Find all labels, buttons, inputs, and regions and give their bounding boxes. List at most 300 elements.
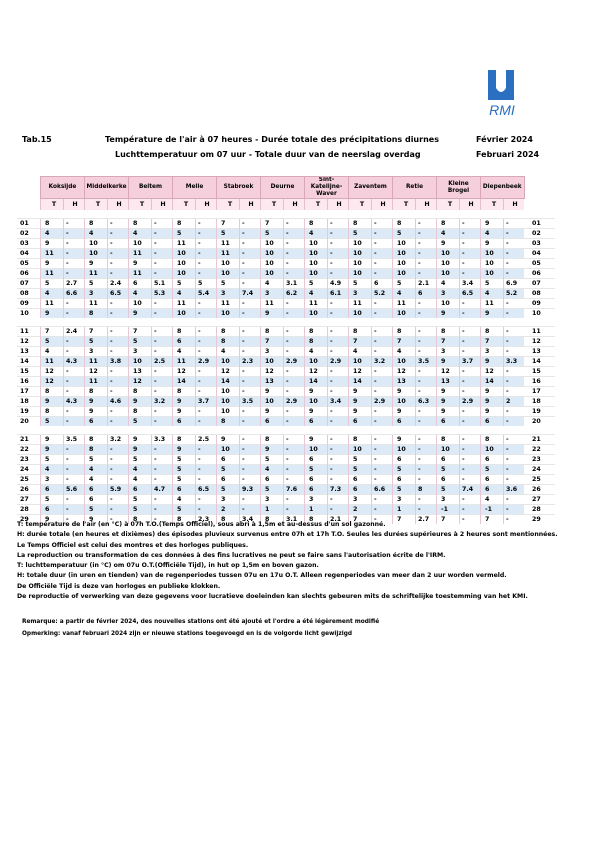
temperature-value: 11 xyxy=(481,299,504,309)
rain-duration-value: - xyxy=(328,367,349,377)
rain-duration-value: - xyxy=(504,435,525,445)
temperature-value: 14 xyxy=(217,377,240,387)
temperature-value: 5 xyxy=(129,455,152,465)
rain-duration-value: - xyxy=(284,387,305,397)
rain-duration-value: - xyxy=(416,249,437,259)
temperature-value: 10 xyxy=(217,407,240,417)
spacer-cell xyxy=(17,210,555,219)
table-row xyxy=(17,239,555,249)
day-number-right: 04 xyxy=(524,249,555,259)
rain-duration-value: - xyxy=(64,347,85,357)
temperature-value: 4 xyxy=(41,229,64,239)
temperature-value: 4 xyxy=(261,465,284,475)
temperature-value: 3 xyxy=(437,347,460,357)
rain-duration-value: - xyxy=(460,249,481,259)
rain-duration-value: 6.2 xyxy=(284,289,305,299)
temperature-value: 4 xyxy=(41,347,64,357)
rain-duration-value: - xyxy=(240,445,261,455)
rain-duration-value: - xyxy=(504,259,525,269)
rain-duration-value: - xyxy=(196,417,217,427)
rain-duration-value: - xyxy=(328,505,349,515)
day-number-left: 26 xyxy=(17,485,41,495)
temperature-value: 5 xyxy=(41,495,64,505)
rain-duration-value: - xyxy=(416,299,437,309)
rain-duration-value: - xyxy=(372,327,393,337)
corner-cell xyxy=(17,177,41,199)
rain-duration-value: 6.5 xyxy=(108,289,129,299)
day-number-left: 12 xyxy=(17,337,41,347)
temperature-value: 5 xyxy=(349,229,372,239)
rain-duration-value: - xyxy=(460,367,481,377)
rain-duration-value: - xyxy=(196,407,217,417)
table-row xyxy=(17,269,555,279)
temperature-value: 4 xyxy=(437,229,460,239)
rain-duration-value: 2.4 xyxy=(108,279,129,289)
day-number-left: 05 xyxy=(17,259,41,269)
station-header-row xyxy=(17,177,555,199)
rain-duration-value: - xyxy=(196,309,217,319)
data-table xyxy=(17,176,555,524)
t-column-label: T xyxy=(261,199,284,211)
rain-duration-value: 6.3 xyxy=(416,397,437,407)
rain-duration-value: - xyxy=(108,219,129,229)
rain-duration-value: - xyxy=(240,309,261,319)
rain-duration-value: - xyxy=(372,337,393,347)
temperature-value: 11 xyxy=(85,357,108,367)
temperature-value: 9 xyxy=(41,445,64,455)
rain-duration-value: - xyxy=(152,407,173,417)
rain-duration-value: - xyxy=(108,229,129,239)
column-label-row xyxy=(17,199,555,211)
temperature-value: 5 xyxy=(173,465,196,475)
rain-duration-value: - xyxy=(108,337,129,347)
t-column-label: T xyxy=(217,199,240,211)
temperature-value: 10 xyxy=(481,269,504,279)
temperature-value: 11 xyxy=(305,299,328,309)
temperature-value: 3 xyxy=(217,495,240,505)
rain-duration-value: - xyxy=(328,377,349,387)
rain-duration-value: - xyxy=(460,259,481,269)
temperature-value: 1 xyxy=(305,505,328,515)
station-name: Koksijde xyxy=(41,177,85,199)
rain-duration-value: - xyxy=(64,229,85,239)
rain-duration-value: - xyxy=(460,465,481,475)
rain-duration-value: - xyxy=(240,455,261,465)
table-row xyxy=(17,435,555,445)
t-column-label: T xyxy=(173,199,196,211)
station-name: Diepenbeek xyxy=(481,177,525,199)
rain-duration-value: - xyxy=(108,505,129,515)
rain-duration-value: - xyxy=(64,455,85,465)
temperature-value: 6 xyxy=(305,417,328,427)
rain-duration-value: - xyxy=(416,229,437,239)
rain-duration-value: 4.3 xyxy=(64,357,85,367)
rain-duration-value: - xyxy=(372,465,393,475)
temperature-value: 12 xyxy=(481,367,504,377)
table-row xyxy=(17,229,555,239)
temperature-value: 10 xyxy=(217,357,240,367)
temperature-value: 5 xyxy=(85,455,108,465)
rain-duration-value: - xyxy=(504,465,525,475)
rain-duration-value: - xyxy=(64,239,85,249)
temperature-value: 8 xyxy=(41,407,64,417)
temperature-value: 3 xyxy=(85,289,108,299)
temperature-value: 8 xyxy=(217,417,240,427)
temperature-value: 4 xyxy=(129,465,152,475)
temperature-value: 11 xyxy=(217,299,240,309)
temperature-value: 5 xyxy=(261,485,284,495)
temperature-value: 8 xyxy=(305,337,328,347)
day-number-left: 29 xyxy=(17,515,41,525)
rain-duration-value: 2.7 xyxy=(64,279,85,289)
temperature-value: 5 xyxy=(129,337,152,347)
h-column-label: H xyxy=(64,199,85,211)
h-column-label: H xyxy=(196,199,217,211)
temperature-value: 8 xyxy=(85,445,108,455)
rain-duration-value: - xyxy=(108,259,129,269)
temperature-value: 13 xyxy=(393,377,416,387)
temperature-value: 7 xyxy=(437,515,460,525)
rain-duration-value: - xyxy=(284,465,305,475)
temperature-value: 10 xyxy=(349,269,372,279)
rain-duration-value: - xyxy=(416,309,437,319)
rain-duration-value: - xyxy=(372,435,393,445)
rain-duration-value: - xyxy=(240,435,261,445)
data-table-container xyxy=(17,176,555,524)
table-row xyxy=(17,309,555,319)
temperature-value: 12 xyxy=(261,367,284,377)
temperature-value: 6 xyxy=(173,417,196,427)
temperature-value: 9 xyxy=(41,435,64,445)
temperature-value: 6 xyxy=(129,279,152,289)
rain-duration-value: - xyxy=(328,455,349,465)
rain-duration-value: 6.5 xyxy=(460,289,481,299)
temperature-value: 8 xyxy=(129,407,152,417)
rain-duration-value: - xyxy=(416,465,437,475)
temperature-value: 9 xyxy=(129,259,152,269)
temperature-value: 8 xyxy=(349,219,372,229)
temperature-value: 4 xyxy=(481,495,504,505)
temperature-value: 3 xyxy=(437,495,460,505)
rain-duration-value: - xyxy=(416,455,437,465)
temperature-value: 7 xyxy=(393,515,416,525)
rain-duration-value: - xyxy=(284,377,305,387)
rain-duration-value: - xyxy=(416,219,437,229)
temperature-value: 1 xyxy=(393,505,416,515)
temperature-value: 9 xyxy=(437,239,460,249)
temperature-value: 4 xyxy=(173,289,196,299)
rain-duration-value: - xyxy=(240,407,261,417)
rain-duration-value: - xyxy=(196,347,217,357)
table-row xyxy=(17,219,555,229)
h-column-label: H xyxy=(504,199,525,211)
rain-duration-value: 5.3 xyxy=(152,289,173,299)
note-line: T: température de l'air (en °C) à 07h T.O.(Temps Officiel), sous abri à 1,5m et au-dessus d'un sol gazonné. xyxy=(17,521,386,528)
temperature-value: 3 xyxy=(85,347,108,357)
temperature-value: 5 xyxy=(437,485,460,495)
temperature-value: 5 xyxy=(217,465,240,475)
rain-duration-value: 3.2 xyxy=(372,357,393,367)
temperature-value: 10 xyxy=(349,309,372,319)
temperature-value: 6 xyxy=(305,485,328,495)
rain-duration-value: - xyxy=(372,407,393,417)
rain-duration-value: - xyxy=(372,249,393,259)
temperature-value: 9 xyxy=(305,435,328,445)
temperature-value: 8 xyxy=(349,435,372,445)
rain-duration-value: - xyxy=(196,337,217,347)
temperature-value: -1 xyxy=(481,505,504,515)
rain-duration-value: - xyxy=(372,309,393,319)
rain-duration-value: - xyxy=(504,475,525,485)
day-number-right: 12 xyxy=(524,337,555,347)
rain-duration-value: - xyxy=(416,505,437,515)
temperature-value: 10 xyxy=(217,309,240,319)
temperature-value: 5 xyxy=(305,465,328,475)
rain-duration-value: - xyxy=(416,445,437,455)
temperature-value: 3 xyxy=(217,289,240,299)
temperature-value: 10 xyxy=(261,249,284,259)
temperature-value: 12 xyxy=(217,367,240,377)
temperature-value: 9 xyxy=(393,387,416,397)
rain-duration-value: - xyxy=(152,475,173,485)
temperature-value: 7 xyxy=(437,337,460,347)
temperature-value: 7 xyxy=(349,337,372,347)
temperature-value: 5 xyxy=(217,279,240,289)
title-french: Température de l'air à 07 heures - Durée totale des précipitations diurnes xyxy=(105,135,439,144)
rain-duration-value: - xyxy=(64,377,85,387)
day-number-left: 28 xyxy=(17,505,41,515)
temperature-value: 3 xyxy=(481,347,504,357)
rain-duration-value: - xyxy=(416,347,437,357)
note-line: T: luchttemperatuur (in °C) om 07u O.T.(Officiële Tijd), in hut op 1,5m en boven gazon. xyxy=(17,562,319,570)
station-name: Zaventem xyxy=(349,177,393,199)
month-dutch: Februari 2024 xyxy=(476,150,540,159)
rain-duration-value: - xyxy=(284,309,305,319)
note-line: De reproductie of verwerking van deze gegevens voor lucratieve doeleinden kan slechts gebeuren mits de schriftelijke toestemming van het KMI. xyxy=(17,593,528,601)
temperature-value: 6 xyxy=(85,417,108,427)
rain-duration-value: - xyxy=(372,229,393,239)
temperature-value: 8 xyxy=(41,219,64,229)
rain-duration-value: 6 xyxy=(372,279,393,289)
note-line: La reproduction ou transformation de ces données à des fins lucratives ne peut se faire sans l'autorisation écrite de l'IRM. xyxy=(17,551,446,559)
temperature-value: 9 xyxy=(481,407,504,417)
rain-duration-value: - xyxy=(64,249,85,259)
remark-line: Remarque: a partir de février 2024, des nouvelles stations ont été ajouté et l'ordre a été légèrement modifié xyxy=(22,619,380,625)
temperature-value: 12 xyxy=(349,367,372,377)
day-number-left: 20 xyxy=(17,417,41,427)
rain-duration-value: 4.7 xyxy=(152,485,173,495)
rain-duration-value: - xyxy=(504,515,525,525)
temperature-value: 6 xyxy=(41,505,64,515)
rain-duration-value: - xyxy=(504,455,525,465)
temperature-value: 7 xyxy=(261,337,284,347)
rain-duration-value: 6.6 xyxy=(64,289,85,299)
temperature-value: 4 xyxy=(173,495,196,505)
rain-duration-value: - xyxy=(372,445,393,455)
temperature-value: 3 xyxy=(261,495,284,505)
table-row xyxy=(17,249,555,259)
temperature-value: 5 xyxy=(481,465,504,475)
day-number-left: 25 xyxy=(17,475,41,485)
temperature-value: 10 xyxy=(261,259,284,269)
rain-duration-value: - xyxy=(196,495,217,505)
rain-duration-value: - xyxy=(460,229,481,239)
rain-duration-value: - xyxy=(372,299,393,309)
temperature-value: 5 xyxy=(85,279,108,289)
table-row xyxy=(17,357,555,367)
rain-duration-value: - xyxy=(108,299,129,309)
temperature-value: 14 xyxy=(305,377,328,387)
temperature-value: 3 xyxy=(437,289,460,299)
logo-text: RMI xyxy=(489,102,515,118)
temperature-value: 10 xyxy=(217,259,240,269)
rain-duration-value: 4.6 xyxy=(108,397,129,407)
rain-duration-value: - xyxy=(152,347,173,357)
temperature-value: 3 xyxy=(261,347,284,357)
rain-duration-value: - xyxy=(240,505,261,515)
rain-duration-value: - xyxy=(504,219,525,229)
group-spacer xyxy=(17,318,555,327)
temperature-value: 4 xyxy=(85,475,108,485)
rain-duration-value: - xyxy=(460,387,481,397)
temperature-value: 3 xyxy=(305,495,328,505)
temperature-value: 5 xyxy=(217,229,240,239)
rain-duration-value: - xyxy=(460,455,481,465)
temperature-value: 8 xyxy=(129,219,152,229)
table-number: Tab.15 xyxy=(22,135,52,144)
temperature-value: 10 xyxy=(393,259,416,269)
rain-duration-value: 3.4 xyxy=(328,397,349,407)
rain-duration-value: - xyxy=(196,465,217,475)
temperature-value: 10 xyxy=(305,445,328,455)
rain-duration-value: - xyxy=(108,495,129,505)
temperature-value: 9 xyxy=(41,515,64,525)
temperature-value: 10 xyxy=(261,239,284,249)
group-spacer xyxy=(17,210,555,219)
temperature-value: 9 xyxy=(261,445,284,455)
rain-duration-value: - xyxy=(328,445,349,455)
temperature-value: 8 xyxy=(481,327,504,337)
temperature-value: 9 xyxy=(349,407,372,417)
temperature-value: 5 xyxy=(217,485,240,495)
temperature-value: 11 xyxy=(217,239,240,249)
temperature-value: 2 xyxy=(349,505,372,515)
rain-duration-value: 3.1 xyxy=(284,515,305,525)
temperature-value: 9 xyxy=(481,387,504,397)
temperature-value: 11 xyxy=(41,249,64,259)
temperature-value: 9 xyxy=(85,407,108,417)
h-column-label: H xyxy=(152,199,173,211)
temperature-value: 9 xyxy=(481,219,504,229)
station-name: Kleine Brogel xyxy=(437,177,481,199)
group-spacer xyxy=(17,426,555,435)
table-row xyxy=(17,327,555,337)
temperature-value: 8 xyxy=(173,219,196,229)
day-number-left: 17 xyxy=(17,387,41,397)
temperature-value: 10 xyxy=(393,239,416,249)
rain-duration-value: - xyxy=(64,407,85,417)
rain-duration-value: - xyxy=(284,299,305,309)
station-name: Beitem xyxy=(129,177,173,199)
rain-duration-value: - xyxy=(460,327,481,337)
temperature-value: 9 xyxy=(437,357,460,367)
temperature-value: 9 xyxy=(129,397,152,407)
rain-duration-value: - xyxy=(416,337,437,347)
temperature-value: 9 xyxy=(305,387,328,397)
rain-duration-value: - xyxy=(460,505,481,515)
temperature-value: 3 xyxy=(393,495,416,505)
rain-duration-value: 2.9 xyxy=(284,357,305,367)
temperature-value: 6 xyxy=(393,455,416,465)
temperature-value: 5 xyxy=(173,505,196,515)
temperature-value: 3 xyxy=(349,289,372,299)
rmi-logo xyxy=(483,70,521,120)
rain-duration-value: - xyxy=(152,337,173,347)
rain-duration-value: - xyxy=(240,337,261,347)
t-column-label: T xyxy=(41,199,64,211)
day-number-left: 27 xyxy=(17,495,41,505)
temperature-value: 9 xyxy=(481,309,504,319)
rain-duration-value: - xyxy=(416,377,437,387)
day-number-right: 20 xyxy=(524,417,555,427)
table-row xyxy=(17,407,555,417)
rain-duration-value: 2.1 xyxy=(416,279,437,289)
day-number-right: 01 xyxy=(524,219,555,229)
rain-duration-value: - xyxy=(504,229,525,239)
temperature-value: 11 xyxy=(85,299,108,309)
rain-duration-value: - xyxy=(504,387,525,397)
rain-duration-value: - xyxy=(108,465,129,475)
temperature-value: 10 xyxy=(437,259,460,269)
rain-duration-value: - xyxy=(196,219,217,229)
rain-duration-value: - xyxy=(460,475,481,485)
temperature-value: 9 xyxy=(481,397,504,407)
temperature-value: 4 xyxy=(305,289,328,299)
rain-duration-value: - xyxy=(328,259,349,269)
temperature-value: 5 xyxy=(437,465,460,475)
rain-duration-value: - xyxy=(504,377,525,387)
rain-duration-value: - xyxy=(504,417,525,427)
station-name: Melle xyxy=(173,177,217,199)
rain-duration-value: - xyxy=(284,347,305,357)
day-number-right: 27 xyxy=(524,495,555,505)
temperature-value: 7 xyxy=(481,515,504,525)
temperature-value: 7 xyxy=(85,327,108,337)
rain-duration-value: - xyxy=(284,505,305,515)
temperature-value: 6 xyxy=(437,475,460,485)
rain-duration-value: - xyxy=(64,269,85,279)
temperature-value: 6 xyxy=(305,455,328,465)
temperature-value: 8 xyxy=(305,219,328,229)
table-row xyxy=(17,465,555,475)
temperature-value: 10 xyxy=(305,309,328,319)
temperature-value: 9 xyxy=(173,397,196,407)
temperature-value: 8 xyxy=(437,435,460,445)
rain-duration-value: - xyxy=(240,269,261,279)
rain-duration-value: - xyxy=(460,299,481,309)
rain-duration-value: - xyxy=(460,309,481,319)
rain-duration-value: 5.4 xyxy=(196,289,217,299)
rain-duration-value: - xyxy=(64,465,85,475)
temperature-value: 5 xyxy=(41,417,64,427)
rain-duration-value: - xyxy=(108,309,129,319)
temperature-value: 6 xyxy=(393,475,416,485)
rain-duration-value: - xyxy=(284,219,305,229)
temperature-value: 4 xyxy=(173,347,196,357)
temperature-value: 12 xyxy=(173,367,196,377)
temperature-value: 12 xyxy=(437,367,460,377)
table-row xyxy=(17,347,555,357)
